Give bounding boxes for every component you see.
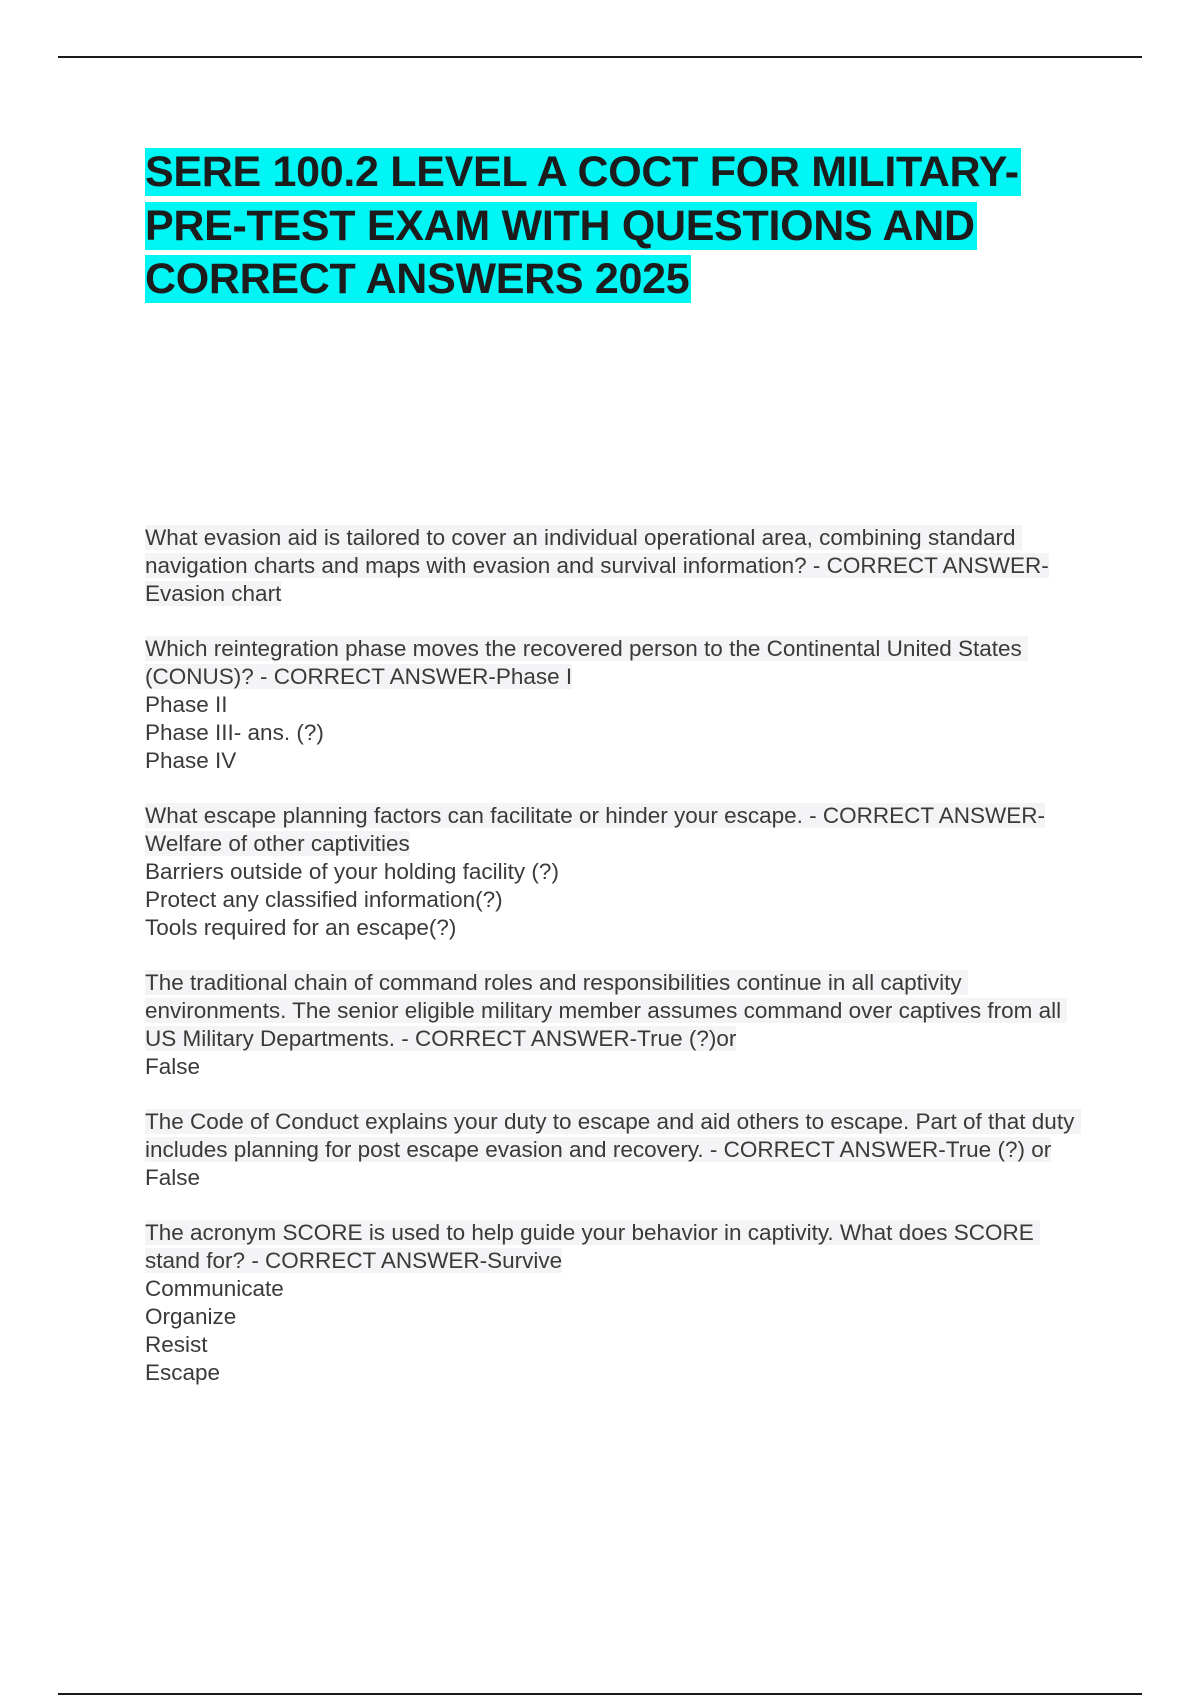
answer-option: False (145, 1165, 201, 1190)
answer-option: Communicate (145, 1276, 284, 1301)
question-item (145, 635, 1095, 775)
question-item (145, 1108, 1095, 1192)
answer-option: Organize (145, 1304, 237, 1329)
answer-option: Phase II (145, 692, 228, 717)
question-item (145, 802, 1095, 942)
answer-option: Resist (145, 1332, 208, 1357)
answer-option: False (145, 1054, 201, 1079)
question-item (145, 1219, 1095, 1387)
question-text: The traditional chain of command roles and responsibilities continue in all captivity environments. The senior eligible military member assumes command over captives from all US Military Departments. - CORRECT ANSWER-True (?)or (145, 970, 1068, 1051)
answer-option: Barriers outside of your holding facility (?) (145, 859, 559, 884)
question-list (145, 524, 1095, 1414)
answer-option: Protect any classified information(?) (145, 887, 503, 912)
document-title (145, 146, 1045, 307)
question-text: The Code of Conduct explains your duty to escape and aid others to escape. Part of that duty includes planning for post escape evasion and recovery. - CORRECT ANSWER-True (?) or (145, 1109, 1081, 1162)
bottom-rule (58, 1693, 1142, 1695)
answer-option: Escape (145, 1360, 221, 1385)
top-rule (58, 56, 1142, 58)
answer-option: Phase III- ans. (?) (145, 720, 324, 745)
question-text: What evasion aid is tailored to cover an individual operational area, combining standard navigation charts and maps with evasion and survival information? - CORRECT ANSWER-Evasion chart (145, 525, 1049, 606)
question-text: What escape planning factors can facilitate or hinder your escape. - CORRECT ANSWER-Welfare of other captivities (145, 803, 1045, 856)
answer-option: Tools required for an escape(?) (145, 915, 457, 940)
question-item (145, 969, 1095, 1081)
answer-option: Phase IV (145, 748, 237, 773)
question-text: Which reintegration phase moves the recovered person to the Continental United States (CONUS)? - CORRECT ANSWER-Phase I (145, 636, 1029, 689)
question-item (145, 524, 1095, 608)
title-highlight: SERE 100.2 LEVEL A COCT FOR MILITARY-PRE-TEST EXAM WITH QUESTIONS AND CORRECT ANSWERS 2025 (145, 148, 1019, 303)
question-text: The acronym SCORE is used to help guide your behavior in captivity. What does SCORE stand for? - CORRECT ANSWER-Survive (145, 1220, 1041, 1273)
